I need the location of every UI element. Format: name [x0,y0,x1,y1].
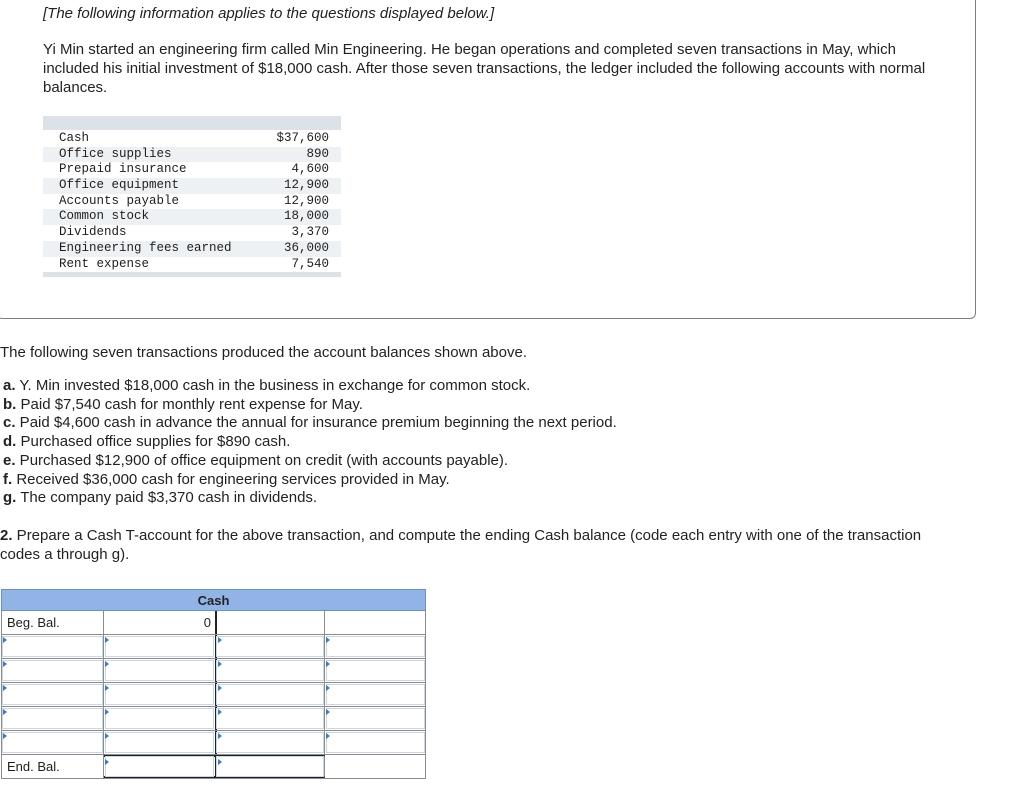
debit-amount-input[interactable] [104,731,215,754]
transaction-code: e. [3,451,16,469]
ledger-account: Common stock [59,209,150,224]
ledger-row [43,225,341,241]
ledger-balance: 12,900 [283,178,329,193]
end-bal-credit-input[interactable] [215,755,325,778]
debit-amount-input[interactable] [104,707,215,730]
t-account-entry-row [1,635,426,659]
transaction-list [3,377,617,508]
ledger-row [43,131,341,147]
t-account-entry-row [1,659,426,683]
transaction-text: Paid $4,600 cash in advance the annual for insurance premium beginning the next period. [15,414,617,432]
transaction-text: Paid $7,540 cash for monthly rent expense for May. [16,395,363,413]
transaction-item [3,433,617,452]
transaction-item [3,396,617,415]
debit-code-select[interactable] [1,707,104,730]
debit-code-select[interactable] [1,683,104,706]
cash-t-account [1,589,426,779]
ledger-row [43,209,341,225]
end-bal-blank [325,755,426,778]
debit-code-select[interactable] [1,731,104,754]
transaction-item [3,377,617,396]
transaction-code: d. [3,433,17,451]
ledger-row [43,257,341,273]
ledger-account: Office equipment [59,178,180,193]
ledger-row [43,147,341,163]
ledger-account: Accounts payable [59,193,180,208]
credit-code-select[interactable] [215,731,325,754]
ledger-account: Office supplies [59,146,172,161]
ledger-account: Engineering fees earned [59,240,232,255]
credit-code-select[interactable] [215,659,325,682]
ledger-balance: 7,540 [291,256,329,271]
beg-bal-credit-amount [325,611,426,634]
beg-bal-value: 0 [203,615,211,630]
debit-amount-input[interactable] [104,635,215,658]
beg-bal-row [1,611,426,635]
ledger-account: Cash [59,131,90,145]
question-number: 2. [0,527,13,544]
scenario-paragraph: Yi Min started an engineering firm called Min Engineering. He began operations and completed seven transactions in May, which included his initial investment of $18,000 cash. After those seven transactions, the ledger included the following accounts with normal balances. [43,41,926,96]
question-prompt [0,526,960,564]
ledger-balance: 36,000 [283,240,329,255]
transaction-text: The company paid $3,370 cash in dividends. [16,489,318,507]
ledger-account: Rent expense [59,256,150,271]
transaction-text: Y. Min invested $18,000 cash in the business in exchange for common stock. [15,377,531,394]
ledger-row [43,241,341,257]
t-account-entry-row [1,683,426,707]
transaction-code: b. [3,395,17,413]
credit-amount-input[interactable] [325,683,426,706]
transaction-code: c. [3,414,16,432]
intro-note: [The following information applies to the questions displayed below.] [43,5,495,22]
t-account-entry-row [1,731,426,755]
ledger-row [43,162,341,178]
ledger-balance: 890 [306,146,329,161]
transaction-code: a. [3,377,16,394]
credit-code-select[interactable] [215,635,325,658]
ledger-account: Dividends [59,225,127,240]
ledger-account: Prepaid insurance [59,162,187,177]
end-bal-row [1,755,426,779]
beg-bal-label: Beg. Bal. [1,611,104,634]
debit-amount-input[interactable] [104,659,215,682]
t-account-entry-row [1,707,426,731]
transaction-item [3,471,617,490]
ledger-row [43,178,341,194]
debit-code-select[interactable] [1,659,104,682]
ledger-balance: 18,000 [283,209,329,224]
ledger-table [43,116,341,277]
t-account-grid [1,611,426,779]
transactions-intro: The following seven transactions produced the account balances shown above. [0,344,527,361]
ledger-row [43,194,341,210]
ledger-balance: $37,600 [276,131,329,145]
transaction-item [3,414,617,433]
beg-bal-credit-cell [215,611,325,634]
transaction-text: Received $36,000 cash for engineering services provided in May. [12,470,450,488]
credit-amount-input[interactable] [325,635,426,658]
credit-code-select[interactable] [215,707,325,730]
t-account-title: Cash [1,589,426,611]
ledger-balance: 12,900 [283,193,329,208]
transaction-text: Purchased $12,900 of office equipment on credit (with accounts payable). [15,451,509,469]
ledger-balance: 4,600 [291,162,329,177]
end-bal-label: End. Bal. [1,755,104,778]
ledger-balance: 3,370 [291,225,329,240]
transaction-item [3,452,617,471]
debit-amount-input[interactable] [104,683,215,706]
question-text: Prepare a Cash T-account for the above transaction, and compute the ending Cash balance (code each entry with one of the transaction codes a through g). [0,527,922,563]
transaction-item [3,489,617,508]
debit-code-select[interactable] [1,635,104,658]
end-bal-debit-input[interactable] [104,755,215,778]
credit-amount-input[interactable] [325,659,426,682]
transaction-text: Purchased office supplies for $890 cash. [16,433,291,451]
transaction-code: f. [3,470,13,488]
credit-amount-input[interactable] [325,707,426,730]
credit-amount-input[interactable] [325,731,426,754]
transaction-code: g. [3,489,17,507]
credit-code-select[interactable] [215,683,325,706]
